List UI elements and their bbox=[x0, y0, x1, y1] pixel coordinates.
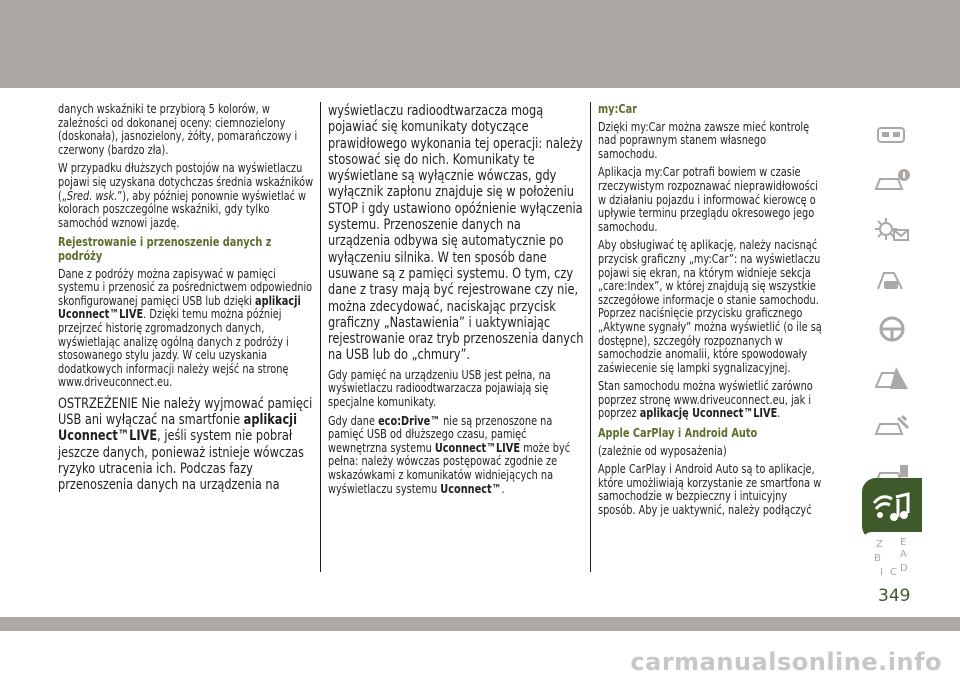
paragraph: danych wskaźniki te przybiorą 5 kolorów, w zależności od dokonanej oceny: ciemnozielony (doskonała), jasnozielony, żółty, pomarańczowy i czerwony (bardzo zła). bbox=[58, 102, 298, 157]
text-span: ”), aby później ponownie wyświetlać w kolorach poszczególne wskaźniki, gdy tylko samochód wznowi jazdę. bbox=[58, 188, 307, 230]
seatbelt-airbag-icon bbox=[872, 265, 912, 295]
tab-road-warning[interactable] bbox=[862, 354, 922, 402]
index-letter: D bbox=[900, 563, 908, 574]
car-info-icon bbox=[872, 167, 912, 197]
tab-seatbelt-airbag[interactable] bbox=[862, 256, 922, 304]
italic-text: Śred. wsk. bbox=[66, 188, 118, 203]
tab-warning-lights[interactable] bbox=[862, 207, 922, 255]
paragraph: (zależnie od wyposażenia) bbox=[598, 443, 727, 458]
section-heading: Apple CarPlay i Android Auto bbox=[598, 426, 758, 441]
tab-car-info[interactable] bbox=[862, 158, 922, 206]
text-span: . bbox=[501, 481, 505, 496]
column-1 bbox=[58, 103, 314, 499]
paragraph bbox=[58, 162, 314, 230]
page-number: 349 bbox=[878, 586, 911, 606]
text-span: nie są przenoszone na pamięć USB od dłuższego czasu, pamięć wewnętrzna systemu bbox=[328, 413, 553, 455]
paragraph bbox=[598, 380, 822, 421]
bold-text: Uconnect™ bbox=[440, 481, 502, 496]
index-letter: A bbox=[900, 549, 907, 560]
car-tools-icon bbox=[872, 412, 912, 442]
warning-lights-icon bbox=[872, 216, 912, 246]
paragraph: wyświetlaczu radioodtwarzacza mogą pojawiać się komunikaty dotyczące prawidłowego wykonania tej operacji: należy stosować się do nich. Komunikaty te wyświetlane są wyłącznie wówczas, gdy wyłącznik zapłonu znajduje się w położeniu STOP i gdy ustawiono opóźnienie wyłączenia systemu. Przenoszenie danych na urządzenia odbywa się automatycznie po wyłączeniu silnika. W ten sposób dane usuwane są z pamięci systemu. O tym, czy dane z trasy mają być rejestrowane czy nie, można zdecydować, naciskając przycisk graficzny „Nastawienia” i uaktywniając rejestrowanie oraz tryb przenoszenia danych na USB lub do „chmury”. bbox=[328, 103, 584, 364]
tab-steering-wheel[interactable] bbox=[862, 305, 922, 353]
steering-wheel-icon bbox=[872, 314, 912, 344]
top-band bbox=[0, 0, 960, 88]
text-span: może być pełna: należy wówczas postępować zgodnie ze wskazówkami z komunikatów widniejących na wyświetlaczu systemu bbox=[328, 440, 571, 496]
text-span: . Dzięki temu można później przejrzeć historię zgromadzonych danych, wyświetlając analizę ogólną danych z podróży i stosowanego stylu jazdy. W celu uzyskania dodatkowych informacji należy wejść na stronę www.driveuconnect.eu. bbox=[58, 307, 289, 390]
bold-text: aplikację Uconnect™LIVE bbox=[639, 406, 778, 421]
index-letter: C bbox=[890, 567, 897, 578]
index-letter: Z bbox=[876, 539, 883, 550]
paragraph bbox=[328, 415, 586, 497]
paragraph bbox=[58, 268, 314, 390]
index-letter: B bbox=[874, 553, 881, 564]
paragraph: Aplikacja my:Car potrafi bowiem w czasie rzeczywistym rozpoznawać nieprawidłowości w działaniu pojazdu i informować kierowcę o upływie terminu przeglądu okresowego jego samochodu. bbox=[598, 165, 818, 234]
tab-alphabet-index[interactable] bbox=[862, 532, 922, 584]
text-span: Gdy dane bbox=[328, 413, 379, 428]
text-span: , jeśli system nie pobrał jeszcze danych, ponieważ istnieje wówczas ryzyko utracenia ich. Podczas fazy przenoszenia danych na urządzenia na bbox=[58, 428, 304, 494]
road-warning-icon bbox=[872, 363, 912, 393]
column-2 bbox=[328, 103, 586, 501]
text-span: W przypadku dłuższych postojów na wyświetlaczu pojawi się uzyskana dotychczas średnia wskaźników („ bbox=[58, 161, 314, 203]
tab-car-tools[interactable] bbox=[862, 403, 922, 451]
column-3 bbox=[598, 103, 822, 523]
section-heading: my:Car bbox=[598, 102, 637, 116]
watermark: carmanualsonline.info bbox=[630, 648, 942, 676]
index-letter: I bbox=[880, 567, 883, 578]
paragraph: Apple CarPlay i Android Auto są to aplikacje, które umożliwiają korzystanie ze smartfona w samochodzie w bezpieczny i intuicyjny sposób. Aby je uaktywnić, należy podłączyć bbox=[598, 462, 822, 518]
bottom-band bbox=[0, 617, 960, 631]
multimedia-icon bbox=[870, 489, 914, 529]
section-heading: Rejestrowanie i przenoszenie danych z podróży bbox=[58, 235, 272, 263]
text-span: Dane z podróży można zapisywać w pamięci systemu i przenosić za pośrednictwem odpowiednio skonfigurowanej pamięci USB lub dzięki bbox=[58, 266, 313, 308]
warning-paragraph bbox=[58, 396, 314, 494]
text-span: Stan samochodu można wyświetlić zarówno poprzez stronę www.driveuconnect.eu, jak i poprzez bbox=[598, 379, 813, 421]
text-span: . bbox=[777, 406, 781, 421]
bold-text: aplikacji Uconnect™LIVE bbox=[58, 293, 301, 322]
paragraph: Aby obsługiwać tę aplikację, należy nacisnąć przycisk graficzny „my:Car”: na wyświetlaczu pojawi się ekran, na którym widnieje sekcja „care:Index”, w której znajdują się wszystkie szczegółowe informacje o stanie samochodu. Poprzez naciśnięcie przycisku graficznego „Aktywne sygnały” można wyświetlić (o ile są dostępne), szczegóły rozpoznanych w samochodzie anomalii, które spowodowały zaświecenie się lampki sygnalizacyjnej. bbox=[598, 238, 822, 375]
tab-multimedia[interactable] bbox=[862, 478, 922, 540]
car-dashboard-icon bbox=[872, 118, 912, 148]
text-span: OSTRZEŻENIE Nie należy wyjmować pamięci USB ani wyłączać na smartfonie bbox=[58, 395, 313, 429]
column-divider bbox=[320, 102, 321, 572]
tab-car-dashboard[interactable] bbox=[862, 109, 922, 157]
index-letter: E bbox=[900, 537, 907, 548]
bold-text: aplikacji Uconnect™LIVE bbox=[58, 412, 297, 445]
bold-text: Uconnect™LIVE bbox=[434, 440, 520, 455]
paragraph: Dzięki my:Car można zawsze mieć kontrolę nad poprawnym stanem własnego samochodu. bbox=[598, 119, 810, 161]
bold-text: eco:Drive™ bbox=[378, 413, 441, 428]
paragraph: Gdy pamięć na urządzeniu USB jest pełna, na wyświetlaczu radioodtwarzacza pojawiają się specjalne komunikaty. bbox=[328, 367, 551, 409]
column-divider bbox=[590, 102, 591, 572]
alphabet-index-icon bbox=[870, 535, 914, 581]
